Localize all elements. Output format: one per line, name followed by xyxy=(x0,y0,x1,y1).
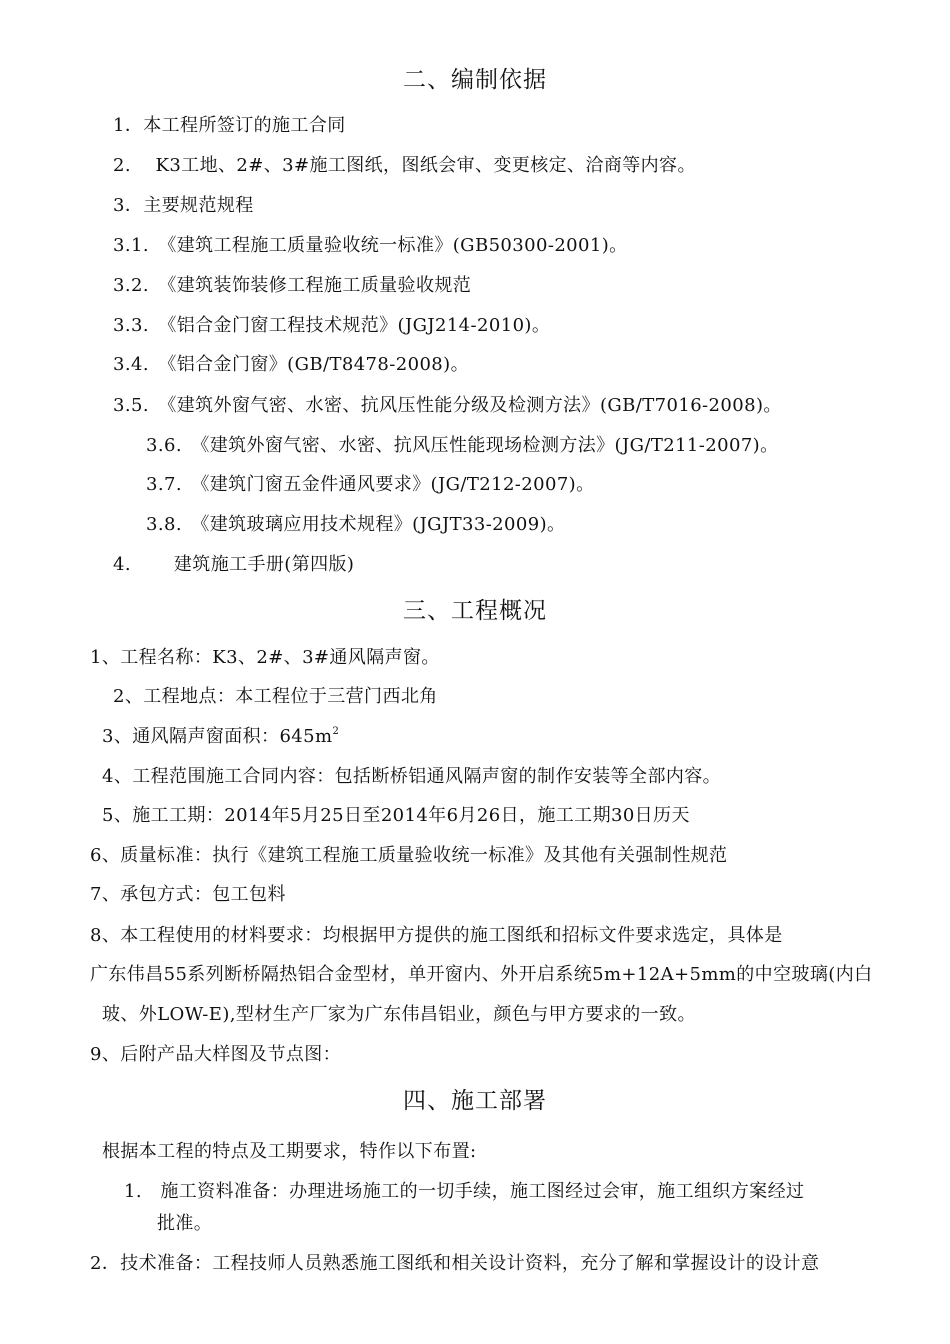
overview-item-4: 4、工程范围施工合同内容：包括断桥铝通风隔声窗的制作安装等全部内容。 xyxy=(102,766,722,787)
basis-item-3-4: 3.4. 《铝合金门窗》(GB/T8478-2008)。 xyxy=(113,354,469,375)
overview-item-8-cont-2: 玻、外LOW-E),型材生产厂家为广东伟昌铝业，颜色与甲方要求的一致。 xyxy=(102,1004,696,1025)
deployment-item-1: 1. 施工资料准备：办理进场施工的一切手续，施工图经过会审，施工组织方案经过 xyxy=(124,1181,805,1202)
section-heading-deployment: 四、施工部署 xyxy=(403,1088,547,1114)
basis-item-3-3: 3.3. 《铝合金门窗工程技术规范》(JGJ214-2010)。 xyxy=(113,315,551,336)
basis-item-1: 1．本工程所签订的施工合同 xyxy=(113,115,346,136)
basis-item-3-8: 3.8. 《建筑玻璃应用技术规程》(JGJT33-2009)。 xyxy=(146,514,566,535)
basis-item-3-5: 3.5. 《建筑外窗气密、水密、抗风压性能分级及检测方法》(GB/T7016-2008)。 xyxy=(113,395,782,416)
deployment-item-1-cont: 批准。 xyxy=(157,1213,213,1234)
overview-item-1: 1、工程名称：K3、2#、3#通风隔声窗。 xyxy=(90,647,440,668)
overview-item-9: 9、后附产品大样图及节点图： xyxy=(90,1044,342,1065)
overview-item-5: 5、施工工期：2014年5月25日至2014年6月26日，施工工期30日历天 xyxy=(102,805,690,826)
overview-item-7: 7、承包方式：包工包料 xyxy=(90,884,286,905)
deployment-intro: 根据本工程的特点及工期要求，特作以下布置: xyxy=(102,1141,477,1162)
basis-item-3-2: 3.2. 《建筑装饰装修工程施工质量验收规范 xyxy=(113,275,472,296)
overview-item-3-text: 3、通风隔声窗面积：645m xyxy=(102,726,333,747)
overview-item-8-cont-1: 广东伟昌55系列断桥隔热铝合金型材，单开窗内、外开启系统5m+12A+5mm的中空玻璃(内白 xyxy=(90,964,873,985)
overview-item-3 xyxy=(102,725,339,749)
basis-item-3: 3．主要规范规程 xyxy=(113,195,254,216)
overview-item-2: 2、工程地点：本工程位于三营门西北角 xyxy=(113,686,438,707)
overview-item-8: 8、本工程使用的材料要求：均根据甲方提供的施工图纸和招标文件要求选定，具体是 xyxy=(90,925,783,946)
overview-item-6: 6、质量标准：执行《建筑工程施工质量验收统一标准》及其他有关强制性规范 xyxy=(90,845,728,866)
basis-item-2: 2. K3工地、2#、3#施工图纸，图纸会审、变更核定、洽商等内容。 xyxy=(113,155,696,176)
section-heading-overview: 三、工程概况 xyxy=(403,598,547,624)
basis-item-4: 4. 建筑施工手册(第四版) xyxy=(113,554,355,575)
deployment-item-2: 2．技术准备：工程技师人员熟悉施工图纸和相关设计资料，充分了解和掌握设计的设计意 xyxy=(90,1253,820,1274)
basis-item-3-7: 3.7. 《建筑门窗五金件通风要求》(JG/T212-2007)。 xyxy=(146,474,595,495)
area-unit-superscript: 2 xyxy=(332,726,340,737)
basis-item-3-6: 3.6. 《建筑外窗气密、水密、抗风压性能现场检测方法》(JG/T211-2007)。 xyxy=(146,435,779,456)
basis-item-3-1: 3.1. 《建筑工程施工质量验收统一标准》(GB50300-2001)。 xyxy=(113,235,628,256)
section-heading-basis: 二、编制依据 xyxy=(403,67,547,93)
